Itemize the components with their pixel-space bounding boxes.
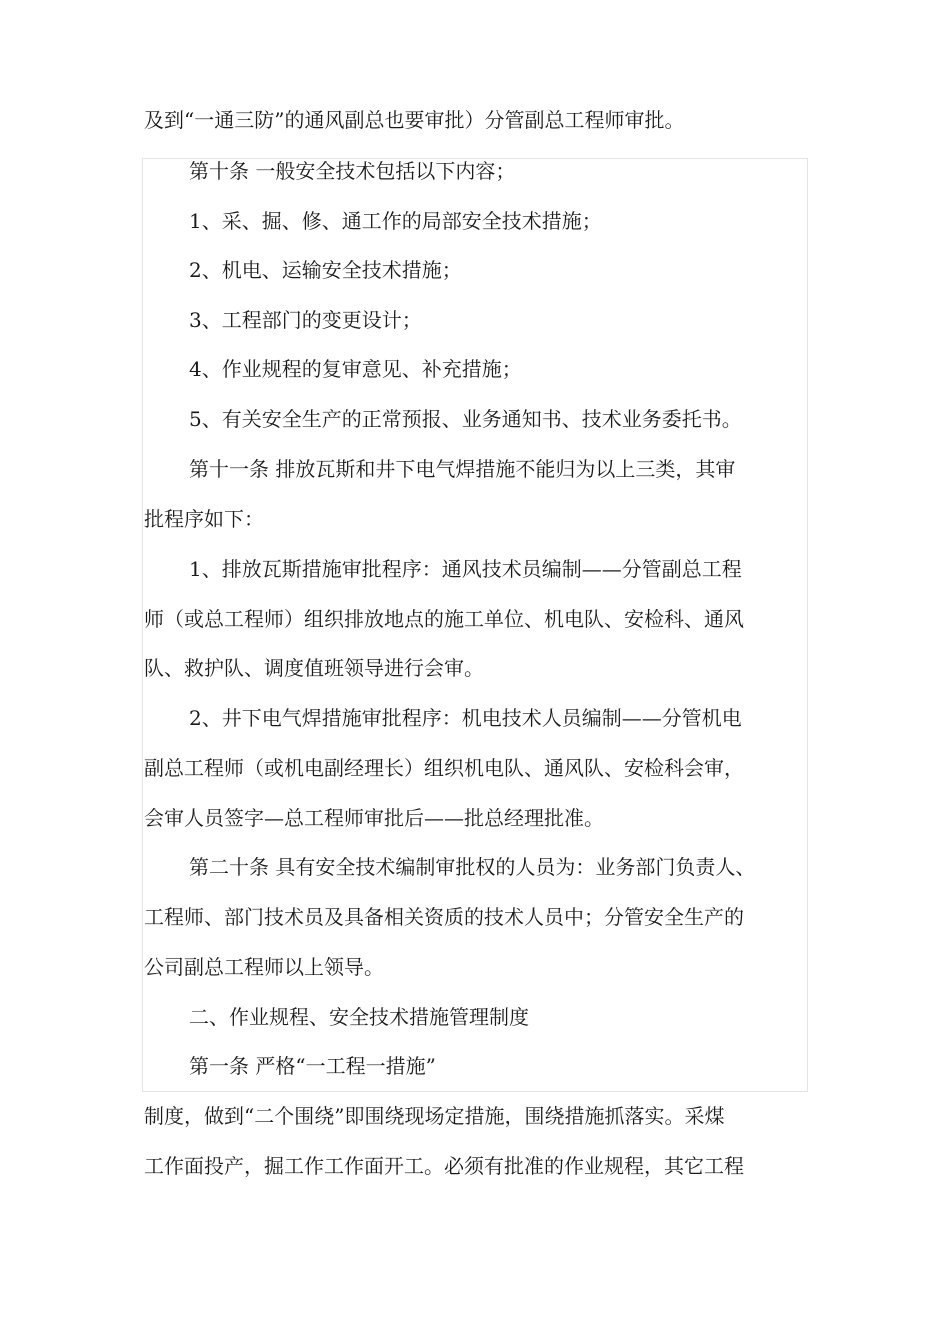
text-line: 1、排放瓦斯措施审批程序：通风技术员编制——分管副总工程 [189, 557, 742, 581]
text-line: 第十条 一般安全技术包括以下内容； [189, 159, 516, 183]
text-line: 2、井下电气焊措施审批程序：机电技术人员编制——分管机电 [189, 706, 742, 730]
text-line: 第十一条 排放瓦斯和井下电气焊措施不能归为以上三类，其审 [189, 457, 736, 481]
text-line: 工作面投产，掘工作工作面开工。必须有批准的作业规程，其它工程 [144, 1154, 744, 1178]
text-line: 师（或总工程师）组织排放地点的施工单位、机电队、安检科、通风 [144, 607, 744, 631]
section-heading: 二、作业规程、安全技术措施管理制度 [189, 1005, 529, 1029]
text-line: 第一条 严格“一工程一措施” [189, 1054, 436, 1078]
text-line: 第二十条 具有安全技术编制审批权的人员为：业务部门负责人、 [189, 855, 756, 879]
text-line: 1、采、掘、修、通工作的局部安全技术措施； [189, 209, 602, 233]
text-line: 公司副总工程师以上领导。 [144, 955, 384, 979]
text-line: 会审人员签字—总工程师审批后——批总经理批准。 [144, 806, 604, 830]
text-line: 制度，做到“二个围绕”即围绕现场定措施，围绕措施抓落实。采煤 [144, 1104, 725, 1128]
text-line: 3、工程部门的变更设计； [189, 308, 422, 332]
text-line: 及到“一通三防”的通风副总也要审批）分管副总工程师审批。 [144, 108, 685, 132]
text-line: 2、机电、运输安全技术措施； [189, 258, 462, 282]
text-line: 4、作业规程的复审意见、补充措施； [189, 357, 522, 381]
text-line: 批程序如下： [144, 507, 264, 531]
text-line: 队、救护队、调度值班领导进行会审。 [144, 656, 484, 680]
text-line: 副总工程师（或机电副经理长）组织机电队、通风队、安检科会审， [144, 756, 744, 780]
text-line: 5、有关安全生产的正常预报、业务通知书、技术业务委托书。 [189, 407, 742, 431]
text-line: 工程师、部门技术员及具备相关资质的技术人员中；分管安全生产的 [144, 905, 744, 929]
